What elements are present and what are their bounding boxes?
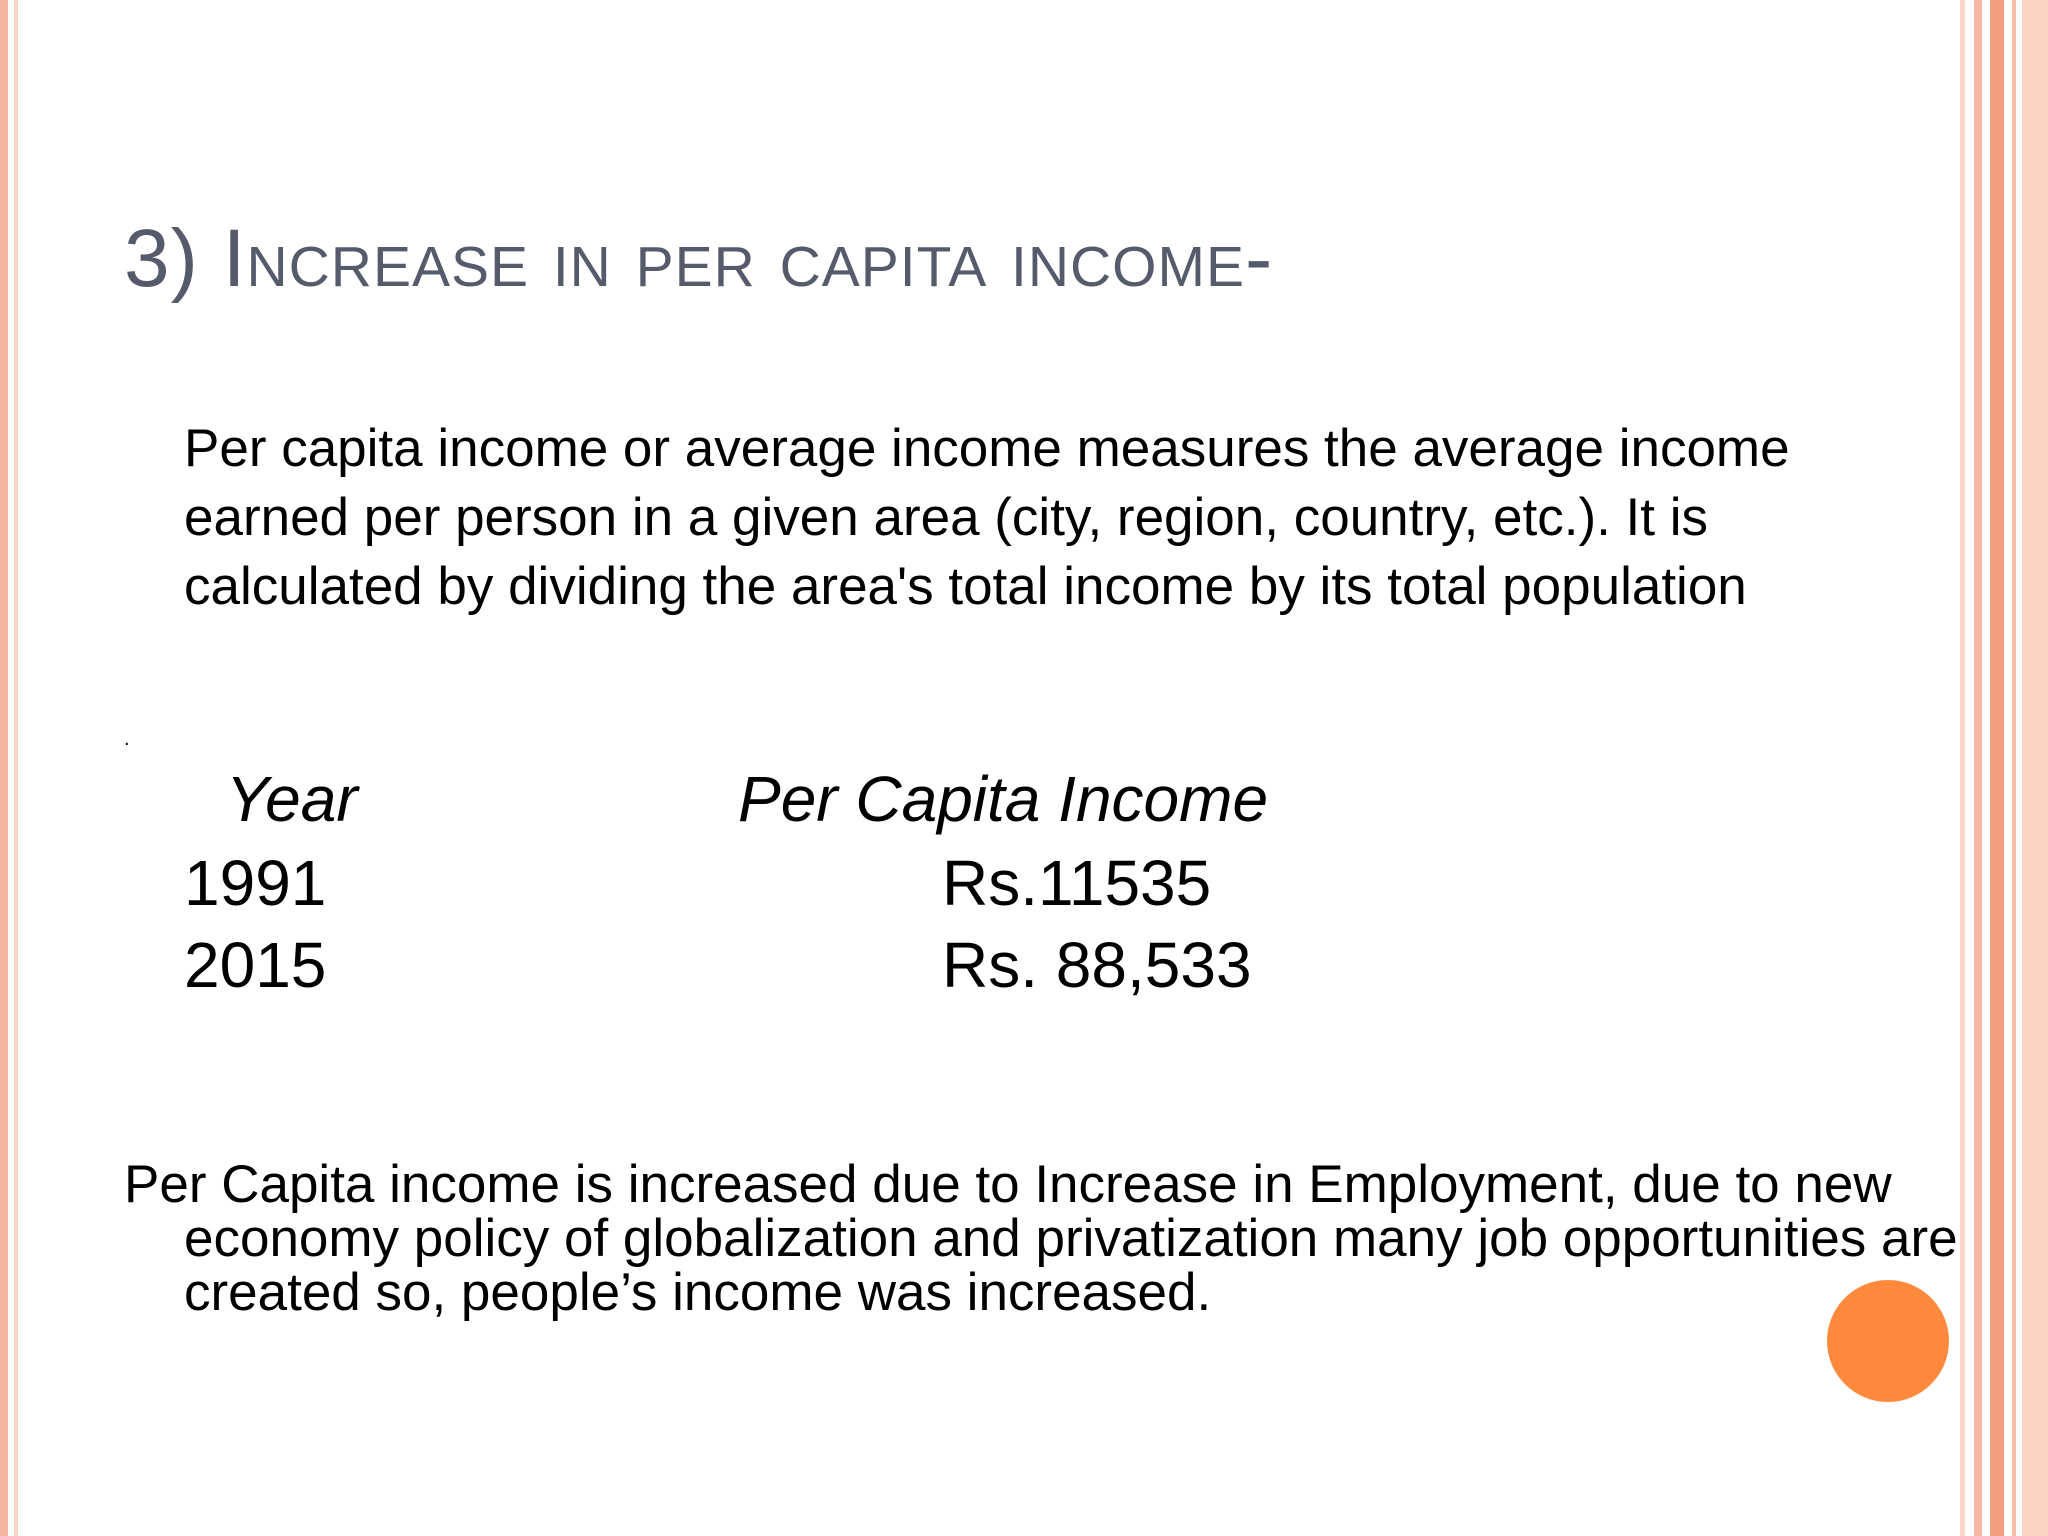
slide-title [124, 212, 1273, 306]
table-header-year: Year [226, 763, 358, 835]
table-cell-income: Rs. 88,533 [942, 929, 1252, 1001]
left-border-stripe-thin [14, 0, 18, 1536]
right-border-stripe [2022, 0, 2048, 1536]
slide-title-suffix: - [1245, 213, 1274, 304]
bullet-dot: . [124, 728, 130, 750]
table-cell-year: 1991 [184, 847, 327, 919]
left-border-stripe [0, 0, 8, 1536]
table-cell-income: Rs.11535 [942, 847, 1212, 919]
conclusion-paragraph: Per Capita income is increased due to Increase in Employment, due to new economy policy of globalization and privatization many job opportunities are created so, people’s income was increased. [124, 1155, 1958, 1322]
definition-paragraph: Per capita income or average income measures the average income earned per person in a given area (city, region, country, etc.). It is calculated by dividing the area's total income by its total population [184, 419, 1790, 616]
orange-circle-decoration [1827, 1280, 1949, 1402]
right-border-stripe [1990, 0, 2004, 1536]
right-border-stripe [2012, 0, 2016, 1536]
right-border-stripe [1974, 0, 1982, 1536]
table-cell-year: 2015 [184, 929, 327, 1001]
table-header-income: Per Capita Income [738, 763, 1269, 835]
slide-title-text: 3) Increase in per capita income [124, 213, 1246, 304]
